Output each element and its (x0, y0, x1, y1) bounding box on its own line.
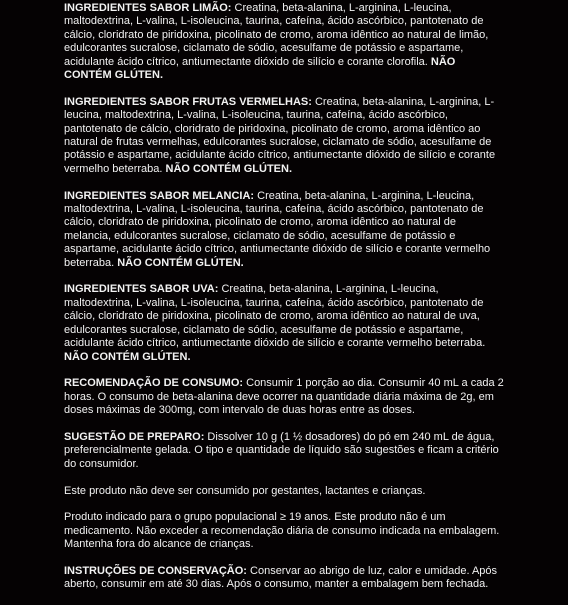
preparation-suggestion (64, 431, 504, 471)
ingredients-lemon (64, 2, 504, 82)
gluten-free-note: NÃO CONTÉM GLÚTEN. (64, 350, 191, 363)
gluten-free-note: NÃO CONTÉM GLÚTEN. (117, 256, 244, 269)
preparation-suggestion-body: Dissolver 10 g (1 ½ dosadores) do pó em 240 mL de água, preferencialmente gelada. O tipo e quantidade de líquido são sugestões e ficam a critério do consumidor. (64, 430, 499, 470)
warning-age-group: Produto indicado para o grupo populacional ≥ 19 anos. Este produto não é um medicamento. Não exceder a recomendação diária de consumo indicada na embalagem. Mantenha fora do alcance de crianças. (64, 511, 500, 551)
consumption-recommendation-heading: RECOMENDAÇÃO DE CONSUMO: (64, 377, 244, 390)
storage-instructions-body: Conservar ao abrigo de luz, calor e umidade. Após aberto, consumir em até 30 dias. Após o consumo, manter a embalagem bem fechada. (64, 564, 498, 591)
ingredients-grape-heading: INGREDIENTES SABOR UVA: (64, 283, 219, 296)
gluten-free-note: NÃO CONTÉM GLÚTEN. (64, 55, 456, 82)
ingredients-watermelon-heading: INGREDIENTES SABOR MELANCIA: (64, 189, 255, 202)
product-label-text (64, 2, 504, 605)
ingredients-grape-body: Creatina, beta-alanina, L-arginina, L-leucina, maltodextrina, L-valina, L-isoleucina, taurina, cafeína, ácido ascórbico, pantotenato de cálcio, cloridrato de piridoxina, picolinato de cromo, aroma idêntico ao natural de uva, edulcorantes sucralose, ciclamato de sódio, acesulfame de potássio e aspartame, acidulante ácido cítrico, antiumectante dióxido de silício e corante vermelho beterraba. (64, 283, 486, 350)
storage-instructions-heading: INSTRUÇÕES DE CONSERVAÇÃO: (64, 564, 247, 577)
consumption-recommendation (64, 377, 504, 417)
ingredients-red-fruits (64, 96, 504, 176)
ingredients-lemon-heading: INGREDIENTES SABOR LIMÃO: (64, 2, 232, 14)
ingredients-watermelon (64, 190, 504, 270)
consumption-recommendation-body: Consumir 1 porção ao dia. Consumir 40 mL a cada 2 horas. O consumo de beta-alanina deve ocorrer na quantidade diária máxima de 2g, em doses máximas de 300mg, com intervalo de duas horas entre as doses. (64, 377, 504, 417)
ingredients-red-fruits-body: Creatina, beta-alanina, L-arginina, L-leucina, maltodextrina, L-valina, L-isoleucina, taurina, cafeína, ácido ascórbico, pantotenato de cálcio, cloridrato de piridoxina, picolinato de cromo, aroma idêntico ao natural de frutas vermelhas, edulcorantes sucralose, ciclamato de sódio, acesulfame de potássio e aspartame, acidulante ácido cítrico, antiumectante dióxido de silício e corante vermelho beterraba. (64, 95, 496, 175)
ingredients-lemon-body: Creatina, beta-alanina, L-arginina, L-leucina, maltodextrina, L-valina, L-isoleucina, taurina, cafeína, ácido ascórbico, pantotenato de cálcio, cloridrato de piridoxina, picolinato de cromo, aroma idêntico ao natural de limão, edulcorantes sucralose, ciclamato de sódio, acesulfame de potássio e aspartame, acidulante ácido cítrico, antiumectante dióxido de silício e corante clorofila. (64, 2, 489, 68)
ingredients-red-fruits-heading: INGREDIENTES SABOR FRUTAS VERMELHAS: (64, 95, 312, 108)
ingredients-grape (64, 283, 504, 363)
preparation-suggestion-heading: SUGESTÃO DE PREPARO: (64, 430, 205, 443)
ingredients-watermelon-body: Creatina, beta-alanina, L-arginina, L-leucina, maltodextrina, L-valina, L-isoleucina, taurina, cafeína, ácido ascórbico, pantotenato de cálcio, cloridrato de piridoxina, picolinato de cromo, aroma idêntico ao natural de melancia, edulcorantes sucralose, ciclamato de sódio, acesulfame de potássio e aspartame, acidulante ácido cítrico, antiumectante dióxido de silício e corante vermelho beterraba. (64, 189, 491, 269)
gluten-free-note: NÃO CONTÉM GLÚTEN. (165, 162, 292, 175)
storage-instructions (64, 565, 504, 592)
warning-pregnant: Este produto não deve ser consumido por gestantes, lactantes e crianças. (64, 484, 426, 497)
